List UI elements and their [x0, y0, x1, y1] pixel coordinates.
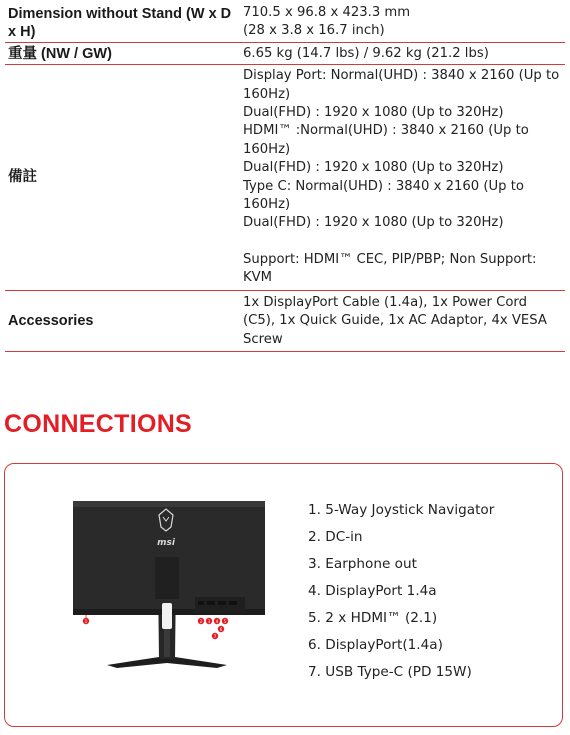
- spec-label: Dimension without Stand (W x D x H): [8, 6, 232, 40]
- spec-label: 備註: [8, 169, 37, 186]
- spec-value-line: Support: HDMI™ CEC, PIP/PBP; Non Support: KVM: [243, 251, 537, 286]
- port-item: 1. 5-Way Joystick Navigator: [308, 502, 495, 518]
- port-marker-label: 5: [223, 619, 227, 624]
- spec-label: 重量 (NW / GW): [8, 45, 112, 62]
- spec-value-line: 710.5 x 96.8 x 423.3 mm: [243, 5, 411, 20]
- spec-value-line: 6.65 kg (14.7 lbs) / 9.62 kg (21.2 lbs): [243, 45, 489, 61]
- spec-value-line: Dual(FHD) : 1920 x 1080 (Up to 320Hz): [243, 160, 504, 176]
- port-marker-label: 4: [215, 619, 219, 624]
- spec-value-line: Display Port: Normal(UHD) : 3840 x 2160 (Up to 160Hz): [243, 68, 560, 102]
- spec-row-dimensions: [5, 4, 565, 43]
- spec-value-line: (28 x 3.8 x 16.7 inch): [243, 23, 385, 39]
- spec-row-weight: [5, 43, 565, 65]
- connections-title: CONNECTIONS: [4, 410, 193, 438]
- spec-value-spacer: [243, 233, 561, 251]
- spec-value: [239, 65, 565, 289]
- spec-label: Accessories: [8, 312, 94, 329]
- msi-logo-text: msi: [157, 538, 175, 548]
- spec-value: [239, 291, 565, 351]
- port-marker-label: 1: [84, 619, 88, 624]
- port-marker-label: 3: [207, 619, 211, 624]
- spec-row-notes: [5, 65, 565, 290]
- spec-row-accessories: [5, 291, 565, 352]
- spec-value-line: HDMI™ :Normal(UHD) : 3840 x 2160 (Up to 160Hz): [243, 123, 529, 157]
- spec-value-line: 1x DisplayPort Cable (1.4a), 1x Power Cord (C5), 1x Quick Guide, 1x AC Adaptor, 4x VESA Screw: [243, 294, 547, 347]
- port-item: 7. USB Type-C (PD 15W): [308, 664, 472, 680]
- port-item: 5. 2 x HDMI™ (2.1): [308, 610, 438, 626]
- spec-table: [5, 4, 565, 352]
- spec-value: [239, 4, 565, 42]
- port-item: 4. DisplayPort 1.4a: [308, 583, 437, 599]
- connections-panel: [4, 463, 563, 727]
- port-marker-label: 6: [219, 627, 223, 632]
- spec-value: [239, 43, 565, 64]
- port-list: [308, 497, 494, 686]
- spec-value-line: Dual(FHD) : 1920 x 1080 (Up to 320Hz): [243, 105, 504, 121]
- port-item: 2. DC-in: [308, 529, 363, 545]
- spec-value-line: Dual(FHD) : 1920 x 1080 (Up to 320Hz): [243, 215, 504, 231]
- monitor-rear-image: [67, 497, 267, 677]
- spec-value-line: Type C: Normal(UHD) : 3840 x 2160 (Up to 160Hz): [243, 178, 524, 213]
- port-marker-label: 7: [213, 634, 217, 639]
- port-marker-label: 2: [199, 619, 203, 624]
- port-item: 6. DisplayPort(1.4a): [308, 637, 443, 653]
- port-item: 3. Earphone out: [308, 556, 417, 572]
